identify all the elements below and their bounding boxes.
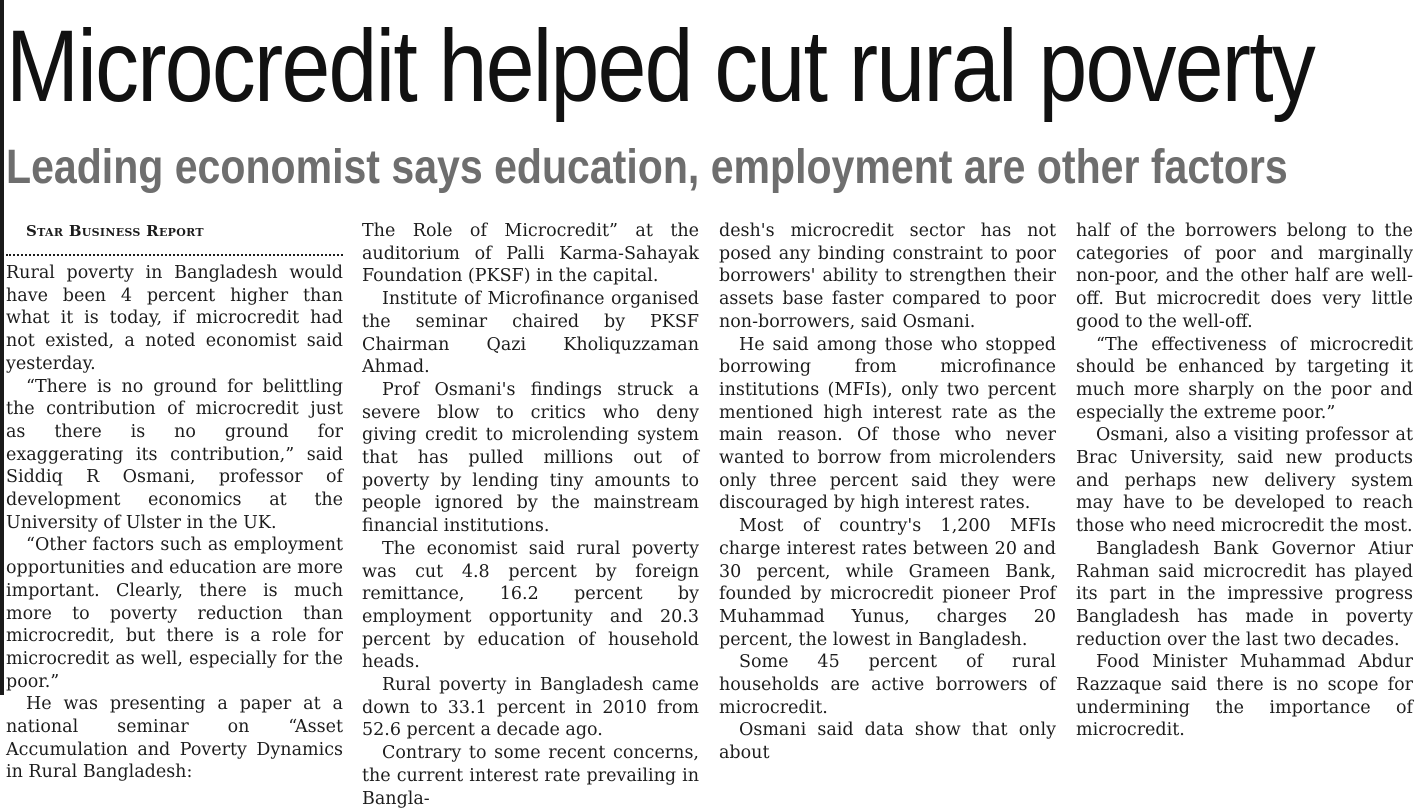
headline: Microcredit helped cut rural poverty: [6, 9, 1315, 123]
paragraph: Contrary to some recent concerns, the current interest rate prevailing in Bangla-: [362, 743, 699, 809]
subheadline: Leading economist says education, employment are other factors: [6, 141, 1288, 194]
paragraph: Food Minister Muhammad Abdur Razzaque said there is no scope for undermining the importance of microcredit.: [1076, 652, 1413, 741]
paragraph: Rural poverty in Bangladesh came down to 33.1 percent in 2010 from 52.6 percent a decade ago.: [362, 675, 699, 741]
left-margin-rule: [0, 0, 4, 695]
paragraph: “The effectiveness of microcredit should be enhanced by targeting it much more sharply on the poor and especially the extreme poor.”: [1076, 334, 1413, 423]
paragraph: Institute of Microfinance organised the seminar chaired by PKSF Chairman Qazi Kholiquzzaman Ahmad.: [362, 289, 699, 378]
article-column-1: [6, 220, 343, 784]
paragraph: “Other factors such as employment opportunities and education are more important. Clearly, there is much more to poverty reduction than microcredit, but there is a role for microcredit as well, especially for the poor.”: [6, 535, 343, 692]
paragraph: half of the borrowers belong to the categories of poor and marginally non-poor, and the other half are well-off. But microcredit does very little good to the well-off.: [1076, 221, 1413, 332]
paragraph: “There is no ground for belittling the contribution of microcredit just as there is no ground for exaggerating its contribution,” said Siddiq R Osmani, professor of development economics at the University of Ulster in the UK.: [6, 376, 343, 533]
paragraph: He was presenting a paper at a national seminar on “Asset Accumulation and Poverty Dynamics in Rural Bangladesh:: [6, 694, 343, 783]
paragraph: Prof Osmani's findings struck a severe blow to critics who deny giving credit to microlending system that has pulled millions out of poverty by lending tiny amounts to people ignored by the mainstream financial institutions.: [362, 379, 699, 537]
paragraph: The economist said rural poverty was cut 4.8 percent by foreign remittance, 16.2 percent by employment opportunity and 20.3 percent by education of household heads.: [362, 538, 699, 673]
paragraph: The Role of Microcredit” at the auditorium of Palli Karma-Sahayak Foundation (PKSF) in the capital.: [362, 221, 699, 287]
article-column-2: [362, 220, 699, 810]
paragraph: desh's microcredit sector has not posed any binding constraint to poor borrowers' ability to strengthen their assets base faster compared to poor non-borrowers, said Osmani.: [719, 221, 1056, 332]
byline: Star Business Report: [26, 222, 204, 240]
paragraph: Osmani said data show that only about: [719, 720, 1056, 764]
paragraph: He said among those who stopped borrowing from microfinance institutions (MFIs), only two percent mentioned high interest rate as the main reason. Of those who never wanted to borrow from microlenders only three percent said they were discouraged by high interest rates.: [719, 334, 1056, 514]
byline-divider: [6, 242, 343, 256]
article-column-3: [719, 220, 1056, 765]
paragraph: Some 45 percent of rural households are active borrowers of microcredit.: [719, 652, 1056, 718]
paragraph: Most of country's 1,200 MFIs charge interest rates between 20 and 30 percent, while Grameen Bank, founded by microcredit pioneer Prof Muhammad Yunus, charges 20 percent, the lowest in Bangladesh.: [719, 516, 1056, 650]
paragraph: Rural poverty in Bangladesh would have been 4 percent higher than what it is today, if microcredit had not existed, a noted economist said yesterday.: [6, 263, 343, 374]
paragraph: Bangladesh Bank Governor Atiur Rahman said microcredit has played its part in the impressive progress Bangladesh has made in poverty reduction over the last two decades.: [1076, 538, 1413, 650]
article-column-4: [1076, 220, 1413, 742]
paragraph: Osmani, also a visiting professor at Brac University, said new products and perhaps new delivery system may have to be developed to reach those who need microcredit the most.: [1076, 425, 1413, 537]
